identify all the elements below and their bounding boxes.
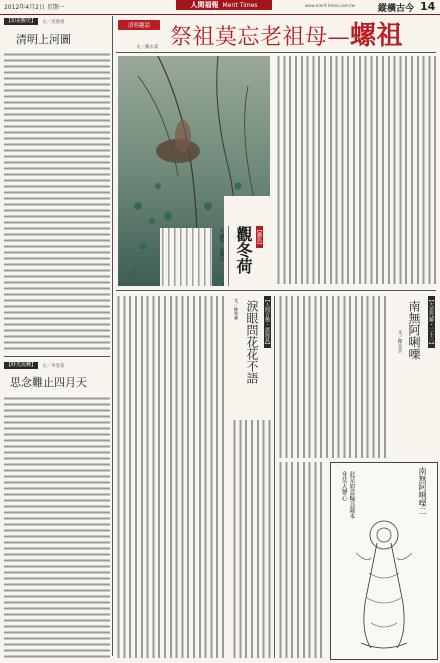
middle-article-body-2 [232, 420, 272, 658]
middle-tag: 【人間百態・談源意】 [264, 297, 270, 347]
left-top-author: 文／余進發 [42, 20, 65, 25]
middle-article-body [116, 296, 228, 658]
photo-poem [160, 228, 212, 286]
left-top-headline: 清明上河圖 [16, 33, 71, 46]
logo-text: 人間福報 [190, 0, 219, 9]
middle-headline: 淚眼問花花不語 [245, 300, 259, 384]
left-bottom-author: 文／李壹泰 [42, 364, 65, 369]
main-title [170, 15, 403, 52]
right-headline: 南無阿唎㗚 [407, 300, 421, 360]
left-bottom-headline: 思念難止四月天 [10, 376, 87, 389]
photo-tag: 【攝影】 [256, 227, 262, 247]
website-url: www.merit-times.com.tw [305, 3, 355, 8]
left-bottom-body [4, 396, 110, 658]
guanyin-figure-icon [351, 513, 417, 653]
logo-english: Merit Times [222, 1, 258, 9]
main-title-emphasis: 螺祖 [350, 21, 404, 51]
right-tag: 【大悲咒解・二十三】 [428, 297, 434, 347]
photo-caption-author: 文·攝影／吳興文 [219, 228, 224, 261]
column-divider [112, 16, 113, 656]
section-divider [4, 356, 110, 357]
section-title: 縱橫古今 [378, 4, 415, 14]
caption-divider [228, 226, 229, 286]
illustration-text: 此是如意輪菩薩本身莫大聲心 [340, 471, 355, 519]
left-bottom-tag: 【時光流轉】 [6, 362, 37, 368]
photo-caption-title: 觀冬荷 [234, 226, 253, 274]
guanyin-illustration [330, 462, 438, 660]
main-article-body [276, 56, 436, 284]
right-divider [274, 296, 275, 658]
right-author: 文／釋永芸 [397, 330, 402, 353]
illustration-title: 南無阿唎㗚二 [418, 467, 427, 515]
main-badge: 清明趣話 [118, 20, 160, 30]
main-title-text: 祭祖莫忘老祖母— [170, 25, 351, 50]
middle-author: 文／林秀華 [233, 298, 238, 321]
issue-date: 2012年4月2日 星期一 [4, 4, 65, 11]
middle-divider [116, 290, 436, 291]
main-author: 文／戴永夏 [136, 45, 159, 50]
page-number: 14 [420, 0, 436, 13]
right-article-body-2 [278, 462, 326, 658]
newspaper-logo [176, 0, 272, 10]
title-divider [116, 52, 436, 53]
right-article-body [278, 296, 390, 458]
left-top-tag: 【如是觀史】 [6, 18, 37, 24]
left-top-body [4, 52, 110, 352]
